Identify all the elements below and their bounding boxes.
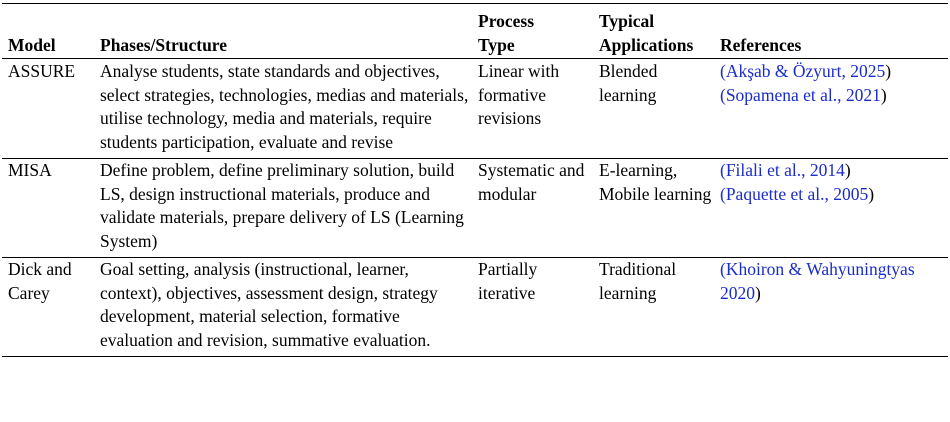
cell-phases: Analyse students, state standards and objectives, select strategies, technologies, medias and materials, utilise technology, media and materials, require students participation, evaluate and revise (100, 61, 469, 152)
reference-link[interactable]: (Sopamena et al., 2021) (720, 84, 887, 105)
cell-model: Dick and Carey (8, 259, 72, 303)
cell-apps: Blended learning (599, 61, 658, 105)
cell-references (714, 159, 948, 258)
header-apps-line1: Typical (599, 11, 655, 31)
comparison-table (2, 3, 948, 357)
cell-process: Partially iterative (478, 259, 538, 303)
table-body (2, 59, 948, 357)
cell-model: MISA (8, 160, 52, 180)
cell-references (714, 59, 948, 159)
cell-phases: Goal setting, analysis (instructional, learner, context), objectives, assessment design, strategy development, material selection, formative evaluation and revision, summative evaluation. (100, 259, 438, 350)
header-process-line1: Process (478, 11, 535, 31)
cell-phases: Define problem, define preliminary solution, build LS, design instructional materials, produce and validate materials, prepare delivery of LS (Learning System) (100, 160, 464, 251)
cell-model: ASSURE (8, 61, 76, 81)
header-phases: Phases/Structure (100, 34, 228, 55)
header-row (2, 4, 948, 59)
cell-references (714, 258, 948, 357)
header-applications (593, 4, 714, 59)
reference-link[interactable]: (Paquette et al., 2005) (720, 183, 875, 204)
header-references: References (720, 34, 802, 55)
header-process-line2: Type (478, 34, 515, 55)
table-row (2, 59, 948, 159)
table-row (2, 159, 948, 258)
header-model: Model (8, 34, 56, 55)
header-apps-line2: Applications (599, 34, 694, 55)
cell-process: Systematic and modular (478, 160, 585, 204)
reference-link[interactable]: (Khoiron & Wahyuningtyas 2020) (720, 259, 915, 303)
cell-apps: E-learning, Mobile learning (599, 160, 712, 204)
reference-link[interactable]: (Akşab & Özyurt, 2025) (720, 61, 892, 81)
cell-process: Linear with formative revisions (478, 61, 560, 128)
header-process-type (472, 4, 593, 59)
table-header (2, 4, 948, 59)
table-row (2, 258, 948, 357)
cell-apps: Traditional learning (599, 259, 677, 303)
reference-link[interactable]: (Filali et al., 2014) (720, 160, 851, 180)
